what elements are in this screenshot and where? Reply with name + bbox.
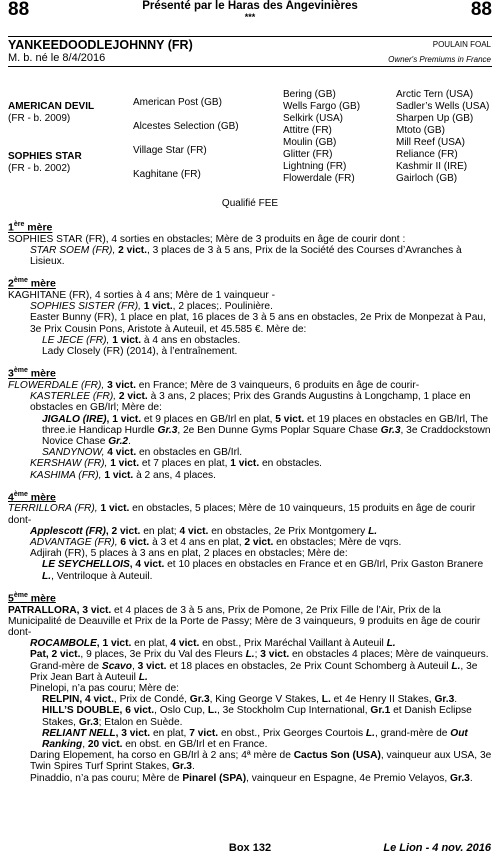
paragraph: ROCAMBOLE, 1 vict. en plat, 4 vict. en obst., Prix Maréchal Vaillant à Auteuil L. bbox=[30, 638, 396, 650]
owner-premiums: Owner's Premiums in France bbox=[388, 55, 491, 64]
pedigree-divider bbox=[8, 66, 492, 67]
section-heading: 1ère mère bbox=[8, 221, 53, 234]
pedigree-gen3: Wells Fargo (GB) bbox=[283, 101, 361, 112]
stars-line: *** bbox=[244, 12, 256, 22]
paragraph: Lady Closely (FR) (2014), à l’entraînement. bbox=[42, 346, 238, 358]
paragraph: HILL’S DOUBLE, 6 vict., Oslo Cup, L., 3e Stockholm Cup International, Gr.1 et Danish Eclipse Stakes, Gr.3; Etalon en Suède. bbox=[42, 705, 472, 728]
paragraph: SANDYNOW, 4 vict. en obstacles en GB/Irl. bbox=[42, 447, 243, 459]
pedigree-gen3: Flowerdale (FR) bbox=[283, 173, 355, 184]
consignor-line: Présenté par le Haras des Angevinières bbox=[142, 0, 358, 12]
paragraph: SOPHIES STAR (FR), 4 sorties en obstacles; Mère de 3 produits en âge de courir dont : bbox=[8, 233, 406, 245]
paragraph: KASTERLEE (FR), 2 vict. à 3 ans, 2 places; Prix des Grands Augustins à Longchamp, 1 place en obstacles en GB/Irl; Mère de: bbox=[30, 391, 471, 414]
paragraph: Daring Elopement, ha corso en GB/Irl à 2 ans; 4ª mère de Cactus Son (USA), vainqueur aux USA, 3e Twin Spires Turf Sprint Stakes, Gr.3. bbox=[30, 750, 492, 773]
pedigree-gen4: Mill Reef (USA) bbox=[396, 137, 465, 148]
horse-name: YANKEEDOODLEJOHNNY (FR) bbox=[8, 38, 193, 52]
dam-name: SOPHIES STAR bbox=[8, 151, 82, 162]
box-number: Box 132 bbox=[228, 842, 272, 854]
dam-info: (FR - b. 2002) bbox=[8, 163, 71, 174]
section-heading: 4ème mère bbox=[8, 490, 56, 504]
pedigree-gen3: Bering (GB) bbox=[283, 89, 336, 100]
pedigree-gen2: Alcestes Selection (GB) bbox=[133, 121, 239, 132]
paragraph: FLOWERDALE (FR), 3 vict. en France; Mère de 3 vainqueurs, 6 produits en âge de courir- bbox=[8, 379, 420, 391]
pedigree-gen4: Mtoto (GB) bbox=[396, 125, 445, 136]
section-heading: 3ème mère bbox=[8, 367, 56, 380]
paragraph: Applescott (FR), 2 vict. en plat; 4 vict. en obstacles, 2e Prix Montgomery L. bbox=[30, 525, 378, 537]
lot-number-right: 88 bbox=[470, 0, 492, 20]
paragraph: Pinaddio, n’a pas couru; Mère de Pinarel (SPA), vainqueur en Espagne, 4e Premio Velayos, Gr.3. bbox=[30, 772, 473, 784]
pedigree-gen3: Selkirk (USA) bbox=[283, 113, 344, 124]
sale-date: Le Lion - 4 nov. 2016 bbox=[383, 842, 491, 854]
paragraph: SOPHIES SISTER (FR), 1 vict., 2 places;. Poulinière. bbox=[30, 301, 273, 313]
paragraph: Adjirah (FR), 5 places à 3 ans en plat, 2 places en obstacles; Mère de: bbox=[30, 548, 348, 560]
pedigree-gen4: Kashmir II (IRE) bbox=[396, 161, 468, 172]
sex-label: POULAIN FOAL bbox=[432, 40, 491, 49]
paragraph: RELIANT NELL, 3 vict. en plat, 7 vict. en obst., Prix Georges Courtois L., grand-mère de Out Ranking, 20 vict. en obst. en GB/Irl et en France. bbox=[42, 727, 468, 751]
paragraph: TERRILLORA (FR), 1 vict. en obstacles, 5 places; Mère de 10 vainqueurs, 15 produits en âge de courir dont- bbox=[8, 503, 476, 526]
pedigree-gen4: Arctic Tern (USA) bbox=[396, 89, 474, 100]
paragraph: Easter Bunny (FR), 1 place en plat, 16 places de 3 à 5 ans en obstacles, 2e Prix de Monpezat à Pau, 3e Prix Cousin Pons, Aristote à Auteuil, et 45.585 €. Mère de: bbox=[30, 312, 486, 335]
pedigree-gen4: Reliance (FR) bbox=[396, 149, 458, 160]
pedigree-gen3: Lightning (FR) bbox=[283, 161, 347, 172]
paragraph: RELPIN, 4 vict., Prix de Condé, Gr.3, King George V Stakes, L. et 4e Henry II Stakes, Gr.3. bbox=[42, 694, 458, 706]
paragraph: LE SEYCHELLOIS, 4 vict. et 10 places en obstacles en France et en GB/Irl, Prix Gaston Branere L., Ventriloque à Auteuil. bbox=[42, 559, 484, 582]
header-divider bbox=[8, 36, 492, 37]
paragraph: ADVANTAGE (FR), 6 vict. à 3 et 4 ans en plat, 2 vict. en obstacles; Mère de vqrs. bbox=[30, 537, 402, 549]
pedigree-gen4: Sharpen Up (GB) bbox=[396, 113, 474, 124]
pedigree-gen4: Sadler’s Wells (USA) bbox=[396, 101, 490, 112]
pedigree-gen4: Gairloch (GB) bbox=[396, 173, 458, 184]
sire-name: AMERICAN DEVIL bbox=[8, 101, 95, 112]
paragraph: PATRALLORA, 3 vict. et 4 places de 3 à 5 ans, Prix de Pomone, 2e Prix Fille de l’Air, Prix de la Municipalité de Deauville et Prix de la Porte de Passy; Mère de 3 vainqueurs, 9 produits en âge de courir dont- bbox=[8, 604, 481, 638]
lot-number-left: 88 bbox=[8, 0, 30, 20]
female-line-body bbox=[8, 219, 494, 784]
paragraph: KASHIMA (FR), 1 vict. à 2 ans, 4 places. bbox=[30, 469, 216, 481]
pedigree-gen3: Glitter (FR) bbox=[283, 149, 333, 160]
pedigree-gen3: Attitre (FR) bbox=[283, 125, 332, 136]
paragraph: Pat, 2 vict., 9 places, 3e Prix du Val des Fleurs L.; 3 vict. en obstacles 4 places; Mère de vainqueurs. Grand-mère de Scavo, 3 vict. et 18 places en obstacles, 2e Prix Count Schomberg à Auteuil L., 3e Prix Jean Bart à Auteuil L. bbox=[30, 649, 489, 683]
paragraph: LE JECE (FR), 1 vict. à 4 ans en obstacles. bbox=[42, 334, 241, 346]
section-heading: 2ème mère bbox=[8, 277, 56, 290]
paragraph: Pinelopi, n’a pas couru; Mère de: bbox=[30, 683, 179, 695]
qualified-fee: Qualifié FEE bbox=[221, 198, 279, 209]
pedigree-gen2: American Post (GB) bbox=[133, 97, 222, 108]
paragraph: STAR SOEM (FR), 2 vict., 3 places de 3 à 5 ans, Prix de la Société des Courses d’Avranches à Lisieux. bbox=[30, 244, 462, 268]
section-heading: 5ème mère bbox=[8, 591, 56, 605]
pedigree-gen3: Moulin (GB) bbox=[283, 137, 337, 148]
paragraph: KERSHAW (FR), 1 vict. et 7 places en plat, 1 vict. en obstacles. bbox=[30, 458, 323, 470]
pedigree-gen2: Kaghitane (FR) bbox=[133, 169, 201, 180]
pedigree-gen2: Village Star (FR) bbox=[133, 145, 207, 156]
paragraph: KAGHITANE (FR), 4 sorties à 4 ans; Mère de 1 vainqueur - bbox=[8, 290, 276, 302]
paragraph: JIGALO (IRE), 1 vict. et 9 places en GB/Irl en plat, 5 vict. et 19 places en obstacles en GB/Irl, The three.ie Handicap Hurdle Gr.3, 2e Ben Dunne Gyms Poplar Square Chase Gr.3, 3e Craddockstown Novice Chase Gr.2. bbox=[42, 413, 491, 447]
sire-info: (FR - b. 2009) bbox=[8, 113, 71, 124]
birth-line: M. b. né le 8/4/2016 bbox=[8, 52, 106, 64]
